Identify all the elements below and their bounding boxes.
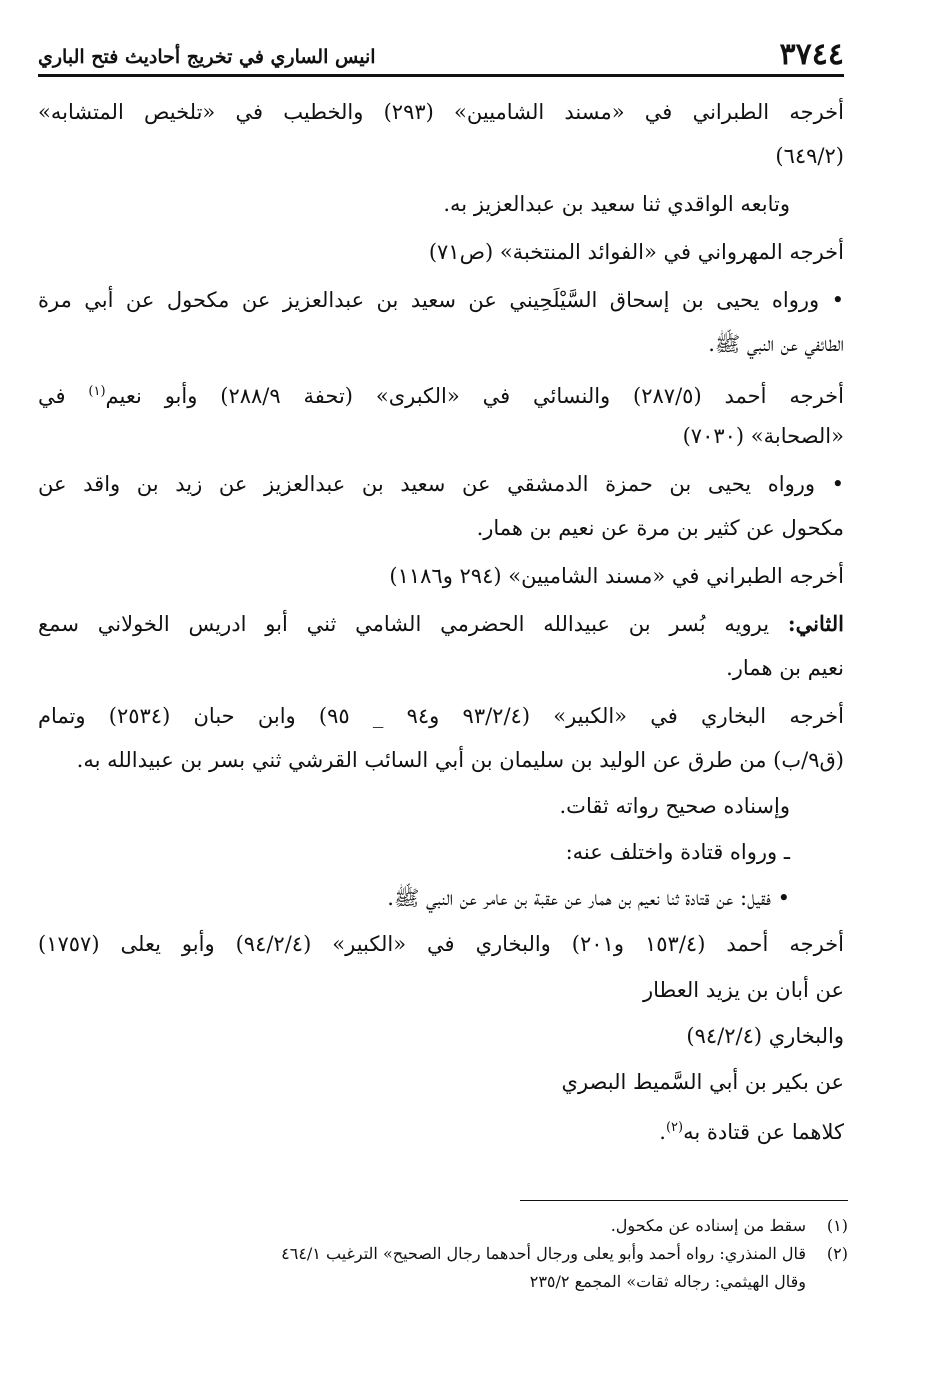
running-title: انيس الساري في تخريج أحاديث فتح الباري <box>38 46 376 68</box>
footnote-continuation: وقال الهيثمي: رجاله ثقات» المجمع ٢٣٥/٢ <box>529 1272 806 1291</box>
text-line: عن أبان بن يزيد العطار <box>643 978 844 1002</box>
text-line <box>38 1106 844 1150</box>
footnote-marker: (٢) <box>665 1120 684 1135</box>
text-line <box>38 602 844 646</box>
text-line: الطائفي عن النبي ﷺ. <box>708 332 844 356</box>
text-line: أخرجه المهرواني في «الفوائد المنتخبة» (ص٧١) <box>428 240 844 264</box>
text-line: أخرجه الطبراني في «مسند الشاميين» (٢٩٤ و١١٨٦) <box>389 564 844 588</box>
text-line: (ق٩/ب) من طرق عن الوليد بن سليمان بن أبي السائب القرشي ثني بسر بن عبيدالله به. <box>76 748 844 772</box>
text-line: والبخاري (٩٤/٢/٤) <box>686 1024 844 1048</box>
footnote-number: (١) <box>826 1216 848 1235</box>
footnote <box>180 1240 848 1268</box>
text-line: نعيم بن همار. <box>726 656 844 680</box>
footnote-text: قال المنذري: رواه أحمد وأبو يعلى ورجال أحدهما رجال الصحيح» الترغيب ٤٦٤/١ <box>281 1244 806 1263</box>
text-line: أخرجه الطبراني في «مسند الشاميين» (٢٩٣) والخطيب في «تلخيص المتشابه» <box>38 100 844 124</box>
page-number: ٣٧٤٤ <box>779 37 844 72</box>
text-line: أخرجه أحمد (١٥٣/٤ و٢٠١) والبخاري في «الكبير» (٩٤/٢/٤) وأبو يعلى (١٧٥٧) <box>38 932 844 956</box>
text-segment: يرويه بُسر بن عبيدالله الحضرمي الشامي ثني أبو ادريس الخولاني سمع <box>38 612 788 636</box>
text-segment: في <box>38 384 89 408</box>
footnote-text: سقط من إسناده عن مكحول. <box>610 1216 806 1235</box>
text-line: أخرجه البخاري في «الكبير» (٩٣/٢/٤ و٩٤ _ ٩٥) وابن حبان (٢٥٣٤) وتمام <box>38 704 844 728</box>
footnotes <box>180 1212 848 1296</box>
text-segment: . <box>659 1120 666 1144</box>
text-line: وإسناده صحيح رواته ثقات. <box>559 794 790 818</box>
text-line: ـ ورواه قتادة واختلف عنه: <box>565 840 790 864</box>
page-header <box>38 28 844 77</box>
footnote-divider <box>520 1200 848 1201</box>
text-line <box>38 370 844 414</box>
text-line: • ورواه يحيى بن حمزة الدمشقي عن سعيد بن عبدالعزيز عن زيد بن واقد عن <box>38 472 844 496</box>
text-segment: أخرجه أحمد (٢٨٧/٥) والنسائي في «الكبرى» (تحفة ٢٨٨/٩) وأبو نعيم <box>105 384 844 408</box>
section-lead: الثاني: <box>787 611 844 636</box>
text-line: • فقيل: عن قتادة ثنا نعيم بن همار عن عقبة بن عامر عن النبي ﷺ. <box>387 886 790 910</box>
text-segment: كلاهما عن قتادة به <box>683 1120 844 1144</box>
text-line: عن بكير بن أبي السَّميط البصري <box>561 1070 844 1094</box>
text-line: «الصحابة» (٧٠٣٠) <box>682 424 844 448</box>
text-line: (٦٤٩/٢) <box>775 144 844 168</box>
footnote <box>180 1212 848 1240</box>
text-line: • ورواه يحيى بن إسحاق السَّيْلَحِيني عن سعيد بن عبدالعزيز عن مكحول عن أبي مرة <box>38 288 844 312</box>
footnote-number: (٢) <box>826 1244 848 1263</box>
main-text <box>38 90 844 1150</box>
footnote-marker: (١) <box>88 384 106 399</box>
text-line: وتابعه الواقدي ثنا سعيد بن عبدالعزيز به. <box>443 192 790 216</box>
text-line: مكحول عن كثير بن مرة عن نعيم بن همار. <box>476 516 844 540</box>
